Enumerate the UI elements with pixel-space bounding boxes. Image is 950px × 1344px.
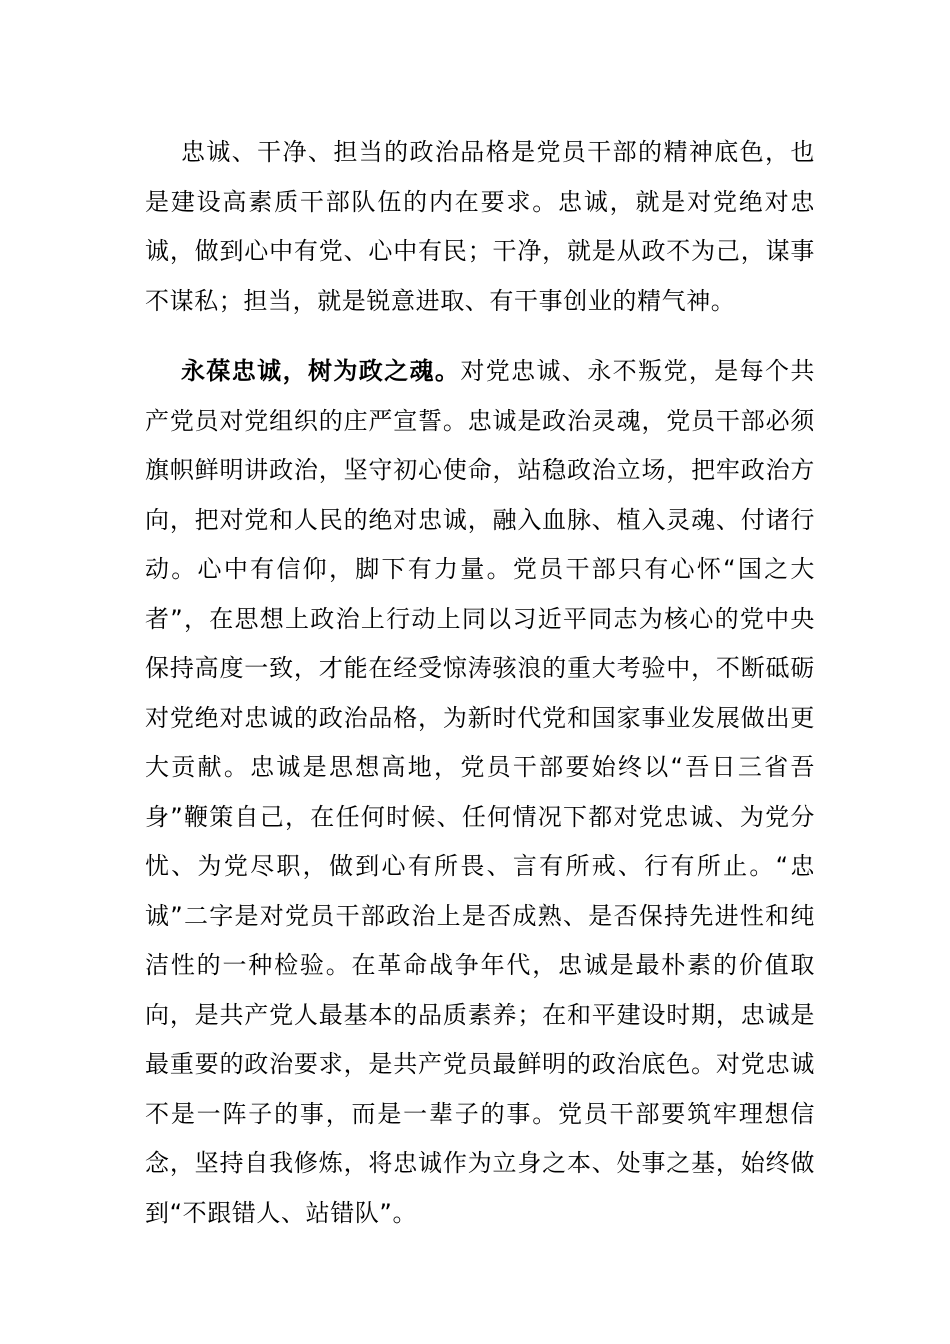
loyalty-heading: 永葆忠诚，树为政之魂。 [181,357,461,385]
intro-paragraph-text: 忠诚、干净、担当的政治品格是党员干部的精神底色，也是建设高素质干部队伍的内在要求。忠诚，就是对党绝对忠诚，做到心中有党、心中有民；干净，就是从政不为己，谋事不谋私；担当，就是锐意进取、有干事创业的精气神。 [145,138,815,315]
document-page [145,128,815,1238]
intro-paragraph [145,128,815,326]
loyalty-paragraph-text: 对党忠诚、永不叛党，是每个共产党员对党组织的庄严宣誓。忠诚是政治灵魂，党员干部必须旗帜鲜明讲政治，坚守初心使命，站稳政治立场，把牢政治方向，把对党和人民的绝对忠诚，融入血脉、植入灵魂、付诸行动。心中有信仰，脚下有力量。党员干部只有心怀“国之大者”，在思想上政治上行动上同以习近平同志为核心的党中央保持高度一致，才能在经受惊涛骇浪的重大考验中，不断砥砺对党绝对忠诚的政治品格，为新时代党和国家事业发展做出更大贡献。忠诚是思想高地，党员干部要始终以“吾日三省吾身”鞭策自己，在任何时候、任何情况下都对党忠诚、为党分忧、为党尽职，做到心有所畏、言有所戒、行有所止。“忠诚”二字是对党员干部政治上是否成熟、是否保持先进性和纯洁性的一种检验。在革命战争年代，忠诚是最朴素的价值取向，是共产党人最基本的品质素养；在和平建设时期，忠诚是最重要的政治要求，是共产党员最鲜明的政治底色。对党忠诚不是一阵子的事，而是一辈子的事。党员干部要筑牢理想信念，坚持自我修炼，将忠诚作为立身之本、处事之基，始终做到“不跟错人、站错队”。 [145,357,815,1227]
loyalty-paragraph [145,347,815,1238]
